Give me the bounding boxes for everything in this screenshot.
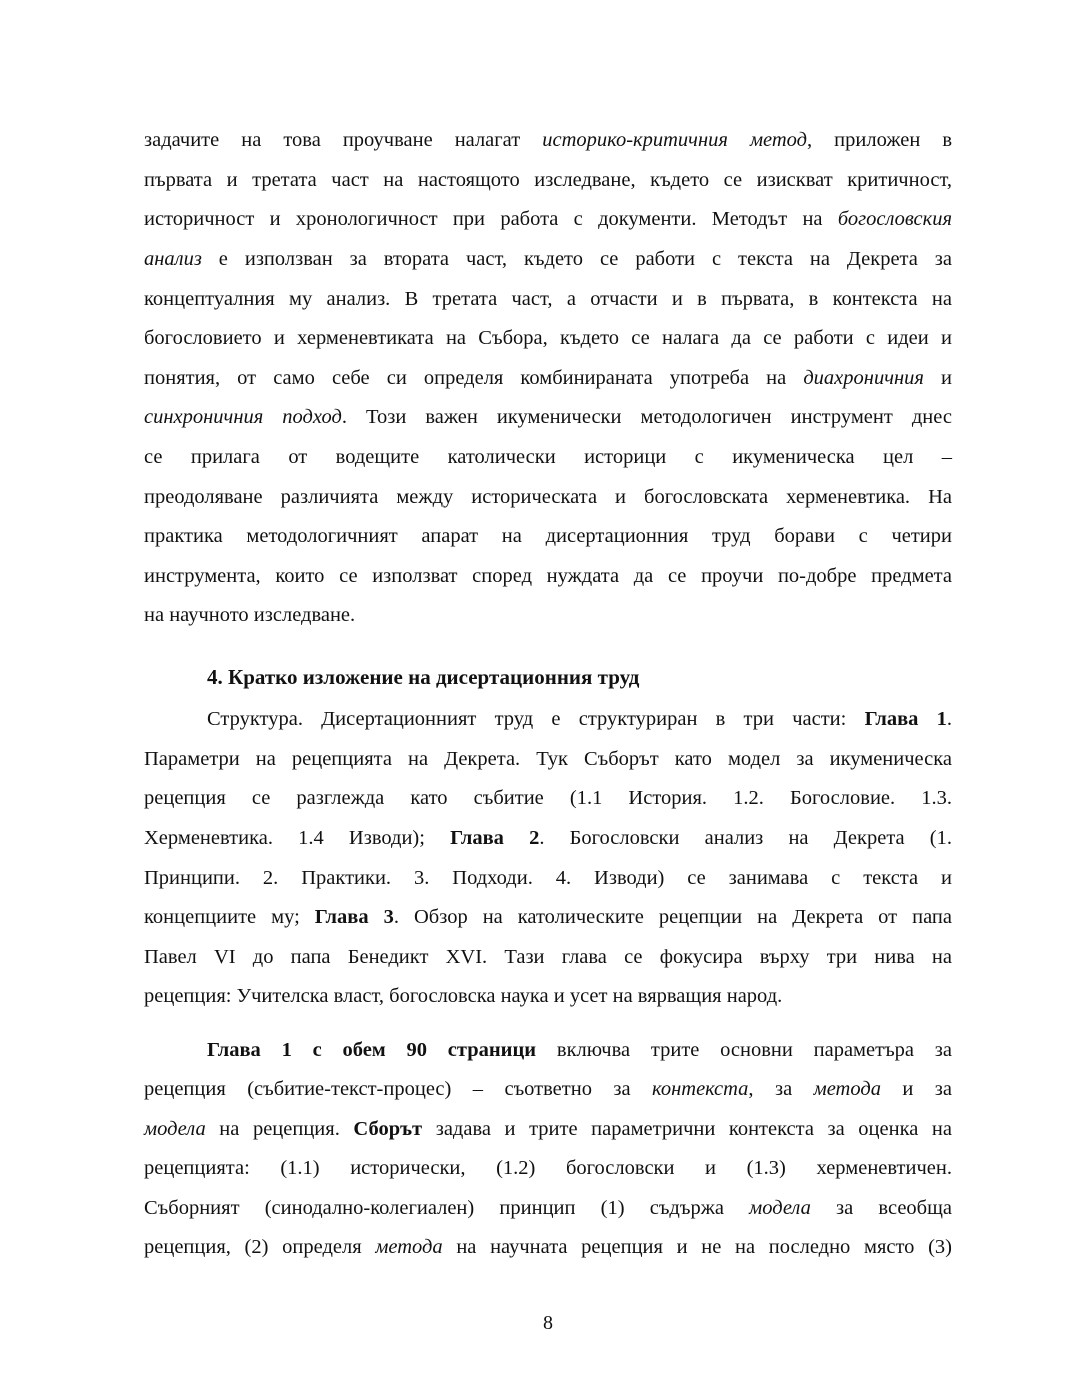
text-line: концептуалния му анализ. В третата част, а отчасти и в първата, в контекста на xyxy=(144,288,952,310)
page-number: 8 xyxy=(543,1312,553,1334)
text-line: Павел VI до папа Бенедикт XVI. Тази глава се фокусира върху три нива на xyxy=(144,946,952,968)
text-line: Принципи. 2. Практики. 3. Подходи. 4. Изводи) се занимава с текста и xyxy=(144,867,952,889)
text-line: рецепция: Учителска власт, богословска наука и усет на вярващия народ. xyxy=(144,985,783,1007)
section-heading: 4. Кратко изложение на дисертационния труд xyxy=(207,665,640,689)
text-line: на научното изследване. xyxy=(144,604,356,626)
text-line: историчност и хронологичност при работа с документи. Методът на богословския xyxy=(144,208,952,230)
text-line: рецепция се разглежда като събитие (1.1 История. 1.2. Богословие. 1.3. xyxy=(144,787,952,809)
document-page xyxy=(144,0,952,1397)
text-line: богословието и херменевтиката на Събора, където се налага да се работи с идеи и xyxy=(144,327,952,349)
text-line: концепциите му; Глава 3. Обзор на католическите рецепции на Декрета от папа xyxy=(144,906,952,928)
text-line: понятия, от само себе си определя комбинираната употреба на диахроничния и xyxy=(144,367,952,389)
text-line: анализ е използван за втората част, където се работи с текста на Декрета за xyxy=(144,248,952,270)
text-line: рецепция (събитие-текст-процес) – съответно за контекста, за метода и за xyxy=(144,1078,953,1100)
text-line: модела на рецепция. Сборът задава и трите параметрични контекста за оценка на xyxy=(144,1118,952,1140)
text-line: Структура. Дисертационният труд е структуриран в три части: Глава 1. xyxy=(207,708,953,730)
text-line: рецепцията: (1.1) исторически, (1.2) богословски и (1.3) херменевтичен. xyxy=(144,1157,952,1179)
text-line: задачите на това проучване налагат историко-критичния метод, приложен в xyxy=(144,129,952,151)
text-line: рецепция, (2) определя метода на научната рецепция и не на последно място (3) xyxy=(144,1236,952,1258)
text-line: практика методологичният апарат на дисертационния труд борави с четири xyxy=(144,525,952,547)
text-line: инструмента, които се използват според нуждата да се проучи по-добре предмета xyxy=(144,565,952,587)
text-line: Глава 1 с обем 90 страници включва трите основни параметъра за xyxy=(207,1039,952,1061)
text-line: преодоляване различията между историческата и богословската херменевтика. На xyxy=(144,486,952,508)
text-line: Съборният (синодално-колегиален) принцип (1) съдържа модела за всеобща xyxy=(144,1197,952,1219)
text-line: синхроничния подход. Този важен икуменически методологичен инструмент днес xyxy=(144,406,952,428)
text-line: първата и третата част на настоящото изследване, където се изискват критичност, xyxy=(144,169,952,191)
text-line: се прилага от водещите католически историци с икуменическа цел – xyxy=(144,446,952,468)
text-line: Херменевтика. 1.4 Изводи); Глава 2. Богословски анализ на Декрета (1. xyxy=(144,827,952,849)
text-line: Параметри на рецепцията на Декрета. Тук Съборът като модел за икуменическа xyxy=(144,748,952,770)
